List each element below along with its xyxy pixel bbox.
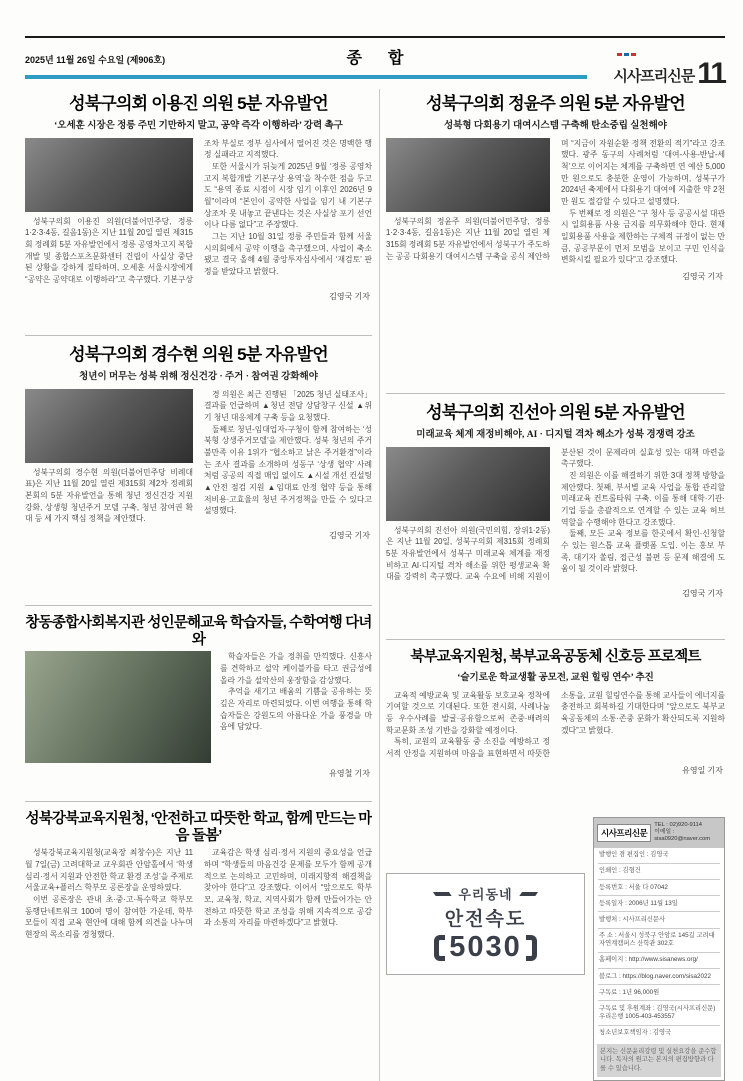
masthead (613, 57, 725, 90)
article-subhead: 성북형 다회용기 대여시스템 구축해 탄소중립 실천해야 (444, 120, 667, 131)
info-box-logo: 시사프리신문 (597, 824, 651, 842)
section-title: 종합 (346, 50, 430, 67)
subscription-fee-row: 구독료 : 1년 96,000원 (598, 985, 720, 1001)
speech-photo (386, 138, 550, 212)
article-subhead: ‘슬기로운 학교생활 공모전, 교원 힐링 연수’ 추진 (457, 672, 654, 683)
article-jin-suna (386, 393, 725, 639)
article-body: 성북구의회 이용진 의원(더불어민주당, 정릉1·2·3·4동, 길음1동)은 지난 11월 20일 열린 제315회 정례회 5분 자유발언에서 정릉 공영차고지 복합개발 및 종합스포츠문화센터 건립이 사실상 중단된 상황을 강하게 질타하며, 오세훈 서울시장에게 “공약은 공약대로 이행하라”고 촉구했다. 기본구상조차 부실로 정부 심사에서 떨어진 것은 명백한 행정 실패라고 지적했다. 또한 서울시가 뒤늦게 2025년 9월 ‘정릉 공영차고지 복합개발 기본구상 용역’을 착수한 점을 두고도 “용역 종료 시점이 시장 임기 이후인 2026년 9월”이라며 “본인이 공약한 사업을 임기 내 기본구상조차 못 내놓고 끝낸다는 것은 사실상 포기 선언이나 다름 없다”고 주장했다. 그는 지난 10월 31일 정릉 주민들과 함께 서울시의회에서 공약 이행을 촉구했으며, 사업이 축소됐고 결국 올해 4월 중앙투자심사에서 ‘재검토’ 판정을 받았다고 밝혔다. (25, 138, 372, 284)
article-body: 학습자들은 가을 정취를 만끽했다. 신흥사를 견학하고 설악 케이블카를 타고 권금성에 올라 가을 설악산의 웅장함을 감상했다. 추억을 새기고 배움의 기쁨을 공유하는 뜻깊은 자리로 마련되었다. 이번 여행을 통해 학습자들은 강원도의 아름다운 가을 풍경을 마음에 담았다. (220, 652, 372, 732)
ad-line-safe-speed: 안전속도 (444, 909, 527, 930)
masthead-accent-marks (617, 53, 636, 56)
youth-protection-row: 청소년보호책임자 : 김영국 (598, 1029, 672, 1037)
publisher-info-box (593, 817, 725, 1081)
main-content (25, 85, 725, 1081)
article-kyung-suhyun (25, 335, 372, 605)
byline: 김영국 기자 (329, 530, 370, 540)
header-blue-rule (25, 75, 587, 79)
article-body: 성북강북교육지원청(교육장 최창수)은 지난 11월 7일(금) 고려대학교 교우회관 안암홀에서 ‘학생 심리·정서 지원과 안전한 학교 환경 조성’을 주제로 서울교육+플러스 학부모 공론장을 운영하였다. 이번 공론장은 관내 초·중·고·특수학교 학부모 동행단네트워크 100여 명이 참여한 가운데, 학부모들이 직접 교육 현안에 대해 함께 의견을 나누며 현장의 목소리를 경청했다. 교육감은 학생 심리·정서 지원의 중요성을 언급하며 “학생들의 마음건강 문제를 모두가 함께 공개적으로 논의하고 고민하며, 미래지향적 해결책을 찾아야 한다”고 강조했다. 이어서 “앞으로도 학부모, 교육청, 학교, 지역사회가 함께 만들어가는 안전하고 따뜻한 학교 조성을 위해 지속적으로 공감과 소통의 자리를 마련하겠다”고 밝혔다. (25, 848, 372, 940)
ad-line-5030: 5030 (387, 933, 584, 962)
ad-line-neighborhood: 우리동네 (387, 884, 584, 903)
article-headline: 창동종합사회복지관 성인문해교육 학습자들, 수학여행 다녀와 (25, 615, 372, 648)
page-number: 11 (697, 57, 725, 90)
homepage-row: 홈페이지 : http://www.sisanews.org/ (598, 953, 720, 969)
byline: 김영국 기자 (329, 291, 370, 301)
article-changdong-welfare (25, 605, 372, 801)
article-seongbuk-gangbuk-edu (25, 801, 372, 1005)
publisher-row: 발행인 겸 편집인 : 김영국 (598, 848, 720, 864)
address-row: 주 소 : 서울시 성북구 안암로 145길 고려대 자연계캠퍼스 산학관 302호 (598, 929, 720, 953)
article-headline: 북부교육지원청, 북부교육공동체 신호등 프로젝트 (410, 649, 701, 665)
info-box-rows (594, 848, 724, 1041)
field-trip-photo (25, 651, 211, 763)
byline: 유영철 기자 (329, 769, 370, 779)
article-body: 성북구의회 정윤주 의원(더불어민주당, 정릉1·2·3·4동, 길음1동)은 지난 11월 20일 열린 제315회 정례회 5분 자유발언에서 성북구가 주도하는 공공 다회용기 대여시스템 구축을 공식 제안하며 “지금이 자원순환 정책 전환의 적기”라고 강조했다. 광주 동구의 사례처럼 ‘대여-사용-반납-세척’으로 이어지는 체계를 구축하면 연 예산 5,000만 원으로도 충분한 운영이 가능하며, 성북구가 2024년 축제에서 다회용기 대여에 지출한 약 2천만 원도 절감할 수 있다고 설명했다. 두 번째로 정 의원은 “구 청사 등 공공시설 대관 시 일회용품 사용 금지를 의무화해야 한다. 현재 일회용품 사용을 제한하는 구체적 규정이 없는 만큼, 공공부문이 먼저 모범을 보이고 구민 인식을 변화시킬 필요가 있다”고 강조했다. (386, 138, 725, 265)
article-headline: 성북구의회 경수현 의원 5분 자유발언 (69, 345, 328, 364)
car-roof-left-icon (433, 892, 455, 901)
speech-photo (25, 389, 193, 463)
article-subhead: ‘오세훈 시장은 정릉 주민 기만하지 말고, 공약 즉각 이행하라’ 강력 촉구 (54, 120, 343, 131)
article-lee-yongjin (25, 85, 372, 335)
article-subhead: 미래교육 체계 재정비해야, AI · 디지털 격차 해소가 성북 경쟁력 강조 (416, 429, 695, 440)
article-bukbu-edu (386, 639, 725, 807)
printer-row: 인쇄인 : 김형건 (598, 864, 720, 880)
blog-row: 블로그 : https://blog.naver.com/sisa2022 (598, 969, 720, 985)
ethics-notice: 본지는 신문윤리강령 및 실천요강을 준수합니다. 독자의 원고는 본지의 편집방향과 다를 수 있습니다. (597, 1044, 721, 1078)
article-headline: 성북구의회 이용진 의원 5분 자유발언 (69, 94, 328, 113)
byline: 김영국 기자 (682, 588, 723, 598)
article-body: 성북구의회 경수현 의원(더불어민주당 비례대표)은 지난 11월 20일 열린 제315회 제2차 정례회 본회의 5분 자유발언을 통해 청년 정신건강 지원 강화, 상생형 청년주거 모델 구축, 청년 참여권 확대 등 세 가지 핵심 정책을 제안했다. 경 의원은 최근 진행된 「2025 청년 실태조사」 결과를 언급하며 ▲청년 전담 상담창구 신설 ▲위기 청년 대응체계 구축 등을 요청했다. 둘째로 청년-임대업자-구청이 함께 참여하는 ‘성북형 상생주거모델’을 제안했다. 성북 청년의 주거 불만족 이유 1위가 “협소하고 낡은 주거환경”이라는 조사 결과를 소개하며 성동구 ‘상생 협약’ 사례처럼 공공의 직접 매입 없이도 ▲시설 개선 컨설팅 ▲안전 점검 지원 ▲임대료 안정 협약 등을 통해 저비용·고효율의 청년 주거정책을 만들 수 있다고 설명했다. (25, 389, 372, 524)
info-box-header (594, 818, 724, 848)
page-header (25, 38, 725, 90)
article-jung-yunju (386, 85, 725, 393)
byline: 김영국 기자 (682, 272, 723, 282)
speech-photo (386, 447, 550, 521)
bottom-right-boxes (386, 811, 725, 1081)
issue-date: 2025년 11월 26일 수요일 (제906호) (25, 55, 166, 65)
article-body: 교육적 예방교육 및 교육활동 보호교육 정착에 기여할 것으로 기대된다. 또한 전시회, 사례나눔 등 우수사례를 발굴·공유함으로써 존중·배려의 학교문화 조성 기반을 강화할 예정이다. 특히, 교원의 교육활동 중 소진을 예방하고 정서적 안정을 지원하며 마음을 표현하면서 따뜻한 소통을, 교원 힐링연수를 통해 교사들이 에너지를 충전하고 회복하길 기대한다며 “앞으로도 북부교육공동체의 소통·존중 문화가 확산되도록 지원하겠다”고 밝혔다. (386, 690, 725, 759)
byline: 유영일 기자 (682, 765, 723, 775)
left-column (25, 85, 372, 1081)
speech-photo (25, 138, 193, 212)
car-roof-right-icon (516, 892, 538, 901)
masthead-logo: 시사프리신문 (613, 59, 694, 86)
right-column (386, 85, 725, 1081)
registration-date-row: 등록일자 : 2006년 11월 13일 (598, 896, 720, 912)
article-body: 성북구의회 진선아 의원(국민의힘, 장위1·2동)은 지난 11월 20일, 성북구의회 제315회 정례회 5분 자유발언에서 성북구 미래교육 체계를 재정비하고 AI·디지털 격차 해소를 위한 평생교육 확대를 강력히 촉구했다. 교육 수요에 비해 지원이 분산된 것이 문제라며 실효성 있는 대책 마련을 촉구했다. 진 의원은 이를 해결하기 위한 3대 정책 방향을 제안했다. 첫째, 부서별 교육 사업을 통합 관리할 미래교육 컨트롤타워 구축. 이를 통해 대학·기관·기업 등을 총괄적으로 연계할 수 있는 교육 허브 역할을 수행해야 한다고 강조했다. 둘째, 모든 교육 정보를 한곳에서 확인·신청할 수 있는 원스톱 교육 플랫폼 도입. 이는 홍보 부족, 대기자 쏠림, 접근성 불편 등 문제 해결에 도움이 될 것이라 밝혔다. (386, 447, 725, 582)
car-bumper-right-icon (526, 935, 537, 961)
car-bumper-left-icon (434, 935, 445, 961)
newspaper-page (0, 36, 743, 1081)
article-headline: 성북구의회 정윤주 의원 5분 자유발언 (426, 94, 685, 113)
publishing-company-row: 발행처 : 시사프리신문사 (598, 912, 720, 928)
column-divider (379, 89, 380, 1081)
email-address: 이메일 : sisa0920@naver.com (654, 829, 711, 843)
article-subhead: 청년이 머무는 성북 위해 정신건강 · 주거 · 참여권 강화해야 (79, 371, 318, 382)
info-box-contact (654, 822, 721, 844)
article-headline: 성북강북교육지원청, ‘안전하고 따뜻한 학교, 함께 만드는 마음 돌봄’ (25, 811, 372, 844)
article-headline: 성북구의회 진선아 의원 5분 자유발언 (426, 403, 685, 422)
registration-number-row: 등록번호 : 서울 다 07042 (598, 880, 720, 896)
safe-speed-5030-ad (386, 873, 585, 975)
tel-number: TEL : 02)920-9114 (654, 822, 702, 828)
account-row: 구독료 및 후원계좌 : 김영국(시사프리신문) 우리은행 1005-403-453557 (598, 1001, 720, 1025)
